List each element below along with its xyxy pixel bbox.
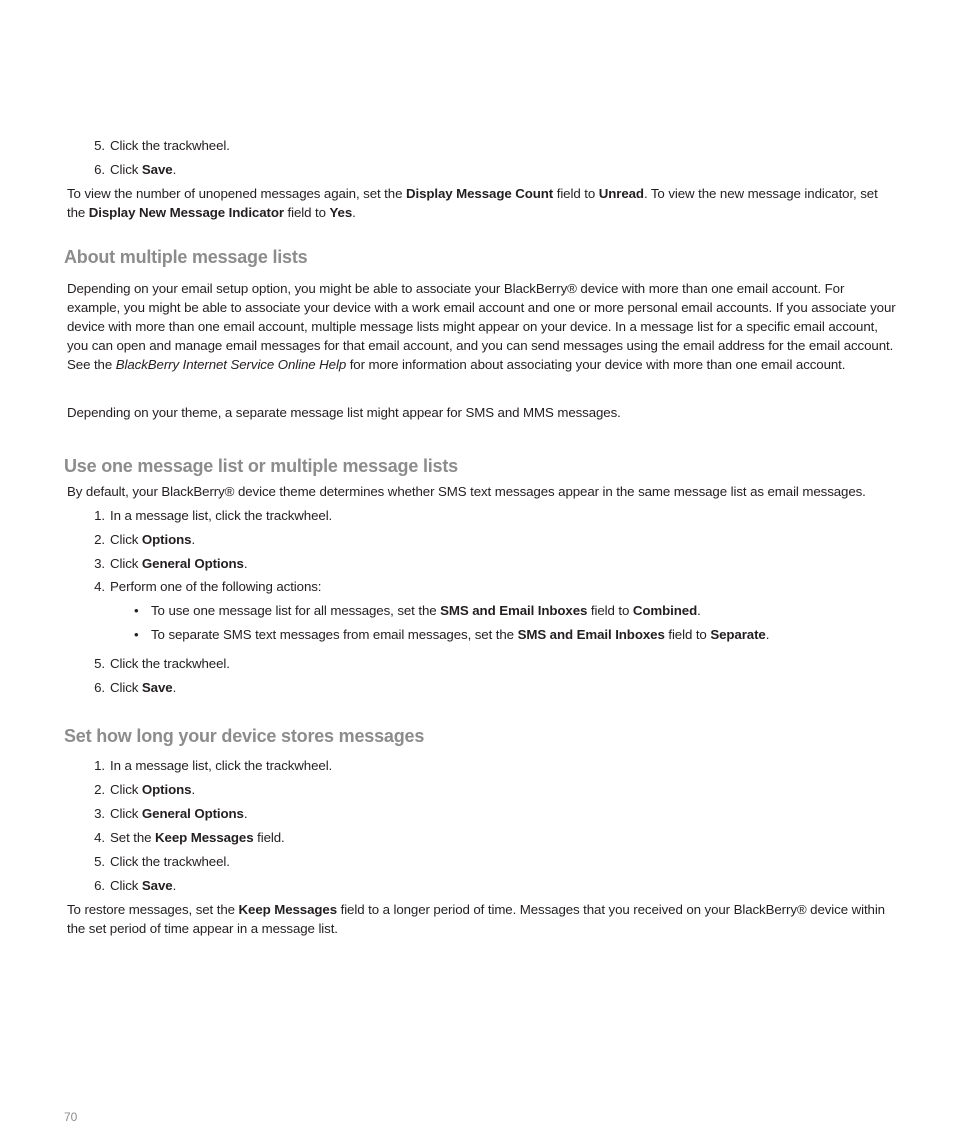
display-count-paragraph: To view the number of unopened messages again, set the Display Message Count field to Unread. To view the new message indicator, set the Display New Message Indicator field to Yes. bbox=[67, 186, 878, 220]
default-theme-paragraph: By default, your BlackBerry® device theme determines whether SMS text messages appear in the same message list as email messages. bbox=[67, 484, 866, 499]
bullet-icon: • bbox=[134, 627, 139, 642]
bullet-icon: • bbox=[134, 603, 139, 618]
section-heading-one-or-multiple: Use one message list or multiple message lists bbox=[64, 456, 458, 476]
section-heading-store-messages: Set how long your device stores messages bbox=[64, 726, 425, 746]
theme-paragraph: Depending on your theme, a separate message list might appear for SMS and MMS messages. bbox=[67, 405, 621, 420]
page-number: 70 bbox=[64, 1110, 78, 1124]
document-page: 5. Click the trackwheel. 6. Click Save. To view the number of unopened messages again, set the Display Message Count field to Unread. To view the new message indicator, set the Display New Message Indicator field to Yes. About multiple message lists Depending on your email setup option, you might be able to associate your BlackBerry® device with more than one email account. For example, you might be able to associate your device with a work email account and one or more personal email accounts. If you associate your device with more than one email account, multiple message lists might appear on your device. In a message list for a specific email account, you can open and manage email messages for that email account, and you can send messages using the email address for the email account. See the BlackBerry Internet Service Online Help for more information about associating your device with more than one email account. Depending on your theme, a separate message list might appear for SMS and MMS messages. Use one message list or multiple message lists By default, your BlackBerry® device theme determines whether SMS text messages appear in the same message list as email messages. 1. In a message list, click the trackwheel. 2. Click Options. 3. Click General Options. 4. Perform one of the following actions: • To use one message list for all messages, set the SMS and Email Inboxes field to Combined. • To separate SMS text messages from email messages, set the SMS and Email Inboxes field to Separate. 5. Click the trackwheel. 6. Click Save. Set how long your device stores messages 1. In a message list, click the trackwheel. 2. Click Options. 3. Click General Options. 4. Set the Keep Messages field. 5. Click the trackwheel. 6. Click Save. To restore messages, set the Keep Messages field to a longer period of time. Messages that you received on your BlackBerry® device within the set period of time appear in a message list. 70 bbox=[64, 138, 896, 1124]
multiple-lists-paragraph: Depending on your email setup option, you might be able to associate your BlackBerry® device with more than one email account. For example, you might be able to associate your device with a work email account and one or more personal email accounts. If you associate your device with more than one email account, multiple message lists might appear on your device. In a message list for a specific email account, you can open and manage email messages for that email account, and you can send messages using the email address for the email account. See the BlackBerry Internet Service Online Help for more information about associating your device with more than one email account. bbox=[67, 281, 896, 372]
restore-messages-paragraph: To restore messages, set the Keep Messages field to a longer period of time. Messages that you received on your BlackBerry® device within the set period of time appear in a message list. bbox=[67, 902, 885, 936]
section-heading-multiple-lists: About multiple message lists bbox=[64, 247, 308, 267]
